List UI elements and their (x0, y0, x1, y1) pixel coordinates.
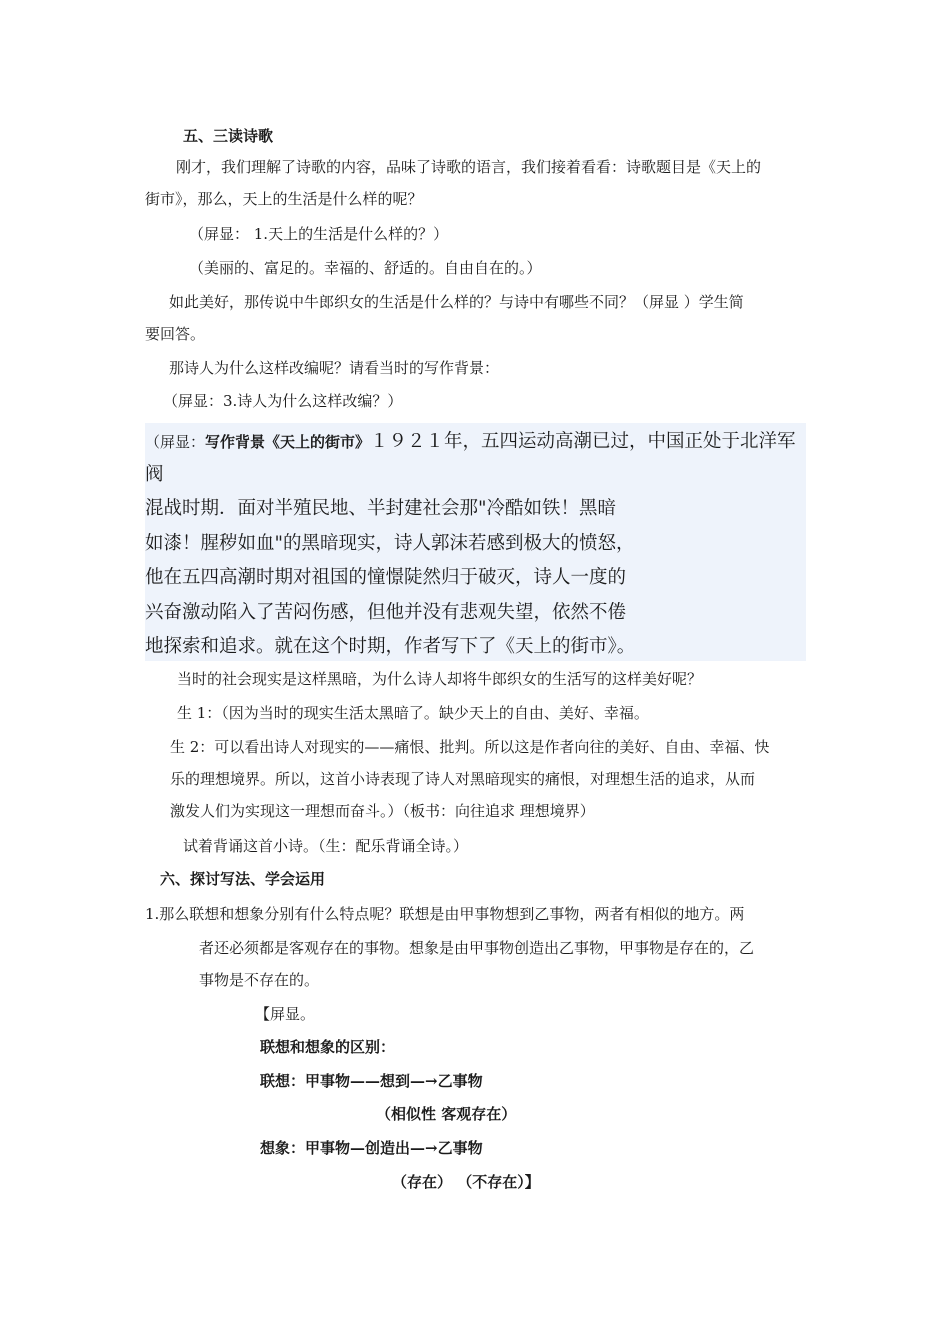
background-text: １９２１年，五四运动高潮已过，中国正处于北洋军 (370, 431, 796, 452)
association-note: （相似性 客观存在） (376, 1105, 517, 1123)
imagination-line: 想象：甲事物—创造出—→乙事物 (260, 1139, 483, 1157)
background-line: 他在五四高潮时期对祖国的憧憬陡然归于破灭，诗人一度的 (145, 567, 627, 588)
screen-prefix: （屏显： (145, 433, 206, 451)
section-6-title: 六、探讨写法、学会运用 (160, 870, 326, 888)
paragraph-line: 激发人们为实现这一理想而奋斗。）（板书：向往追求 理想境界） (170, 802, 595, 820)
section-5-title: 五、三读诗歌 (183, 127, 274, 145)
background-line: 如漆！腥秽如血"的黑暗现实，诗人郭沫若感到极大的愤怒， (145, 533, 635, 554)
paragraph-line: 那诗人为什么这样改编呢？请看当时的写作背景： (169, 359, 500, 377)
paragraph-line: 街市》，那么，天上的生活是什么样的呢？ (145, 190, 423, 208)
paragraph-line: 事物是不存在的。 (199, 971, 320, 989)
student-answer-1: 生 1：（因为当时的现实生活太黑暗了。缺少天上的自由、美好、幸福。 (177, 704, 649, 722)
background-line: 兴奋激动陷入了苦闷伤感，但他并没有悲观失望，依然不倦 (145, 602, 627, 623)
student-answer-2: 生 2：可以看出诗人对现实的——痛恨、批判。所以这是作者向往的美好、自由、幸福、快 (170, 738, 770, 756)
paragraph-line: 刚才，我们理解了诗歌的内容，品味了诗歌的语言，我们接着看看：诗歌题目是《天上的 (176, 158, 762, 176)
answer-note: （美丽的、富足的。幸福的、舒适的。自由自在的。） (189, 259, 542, 277)
background-title: 写作背景《天上的街市》 (205, 433, 371, 451)
background-line-1 (145, 430, 796, 454)
paragraph-line: 当时的社会现实是这样黑暗，为什么诗人却将牛郎织女的生活写的这样美好呢？ (177, 670, 703, 688)
paragraph-line: 要回答。 (145, 325, 206, 343)
background-line: 混战时期．面对半殖民地、半封建社会那"冷酷如铁！黑暗 (145, 498, 617, 519)
difference-title: 联想和想象的区别： (260, 1038, 396, 1056)
screen-note: 【屏显。 (255, 1005, 316, 1023)
screen-note: （屏显： 1.天上的生活是什么样的？） (189, 225, 449, 243)
imagination-note: （存在） （不存在）】 (392, 1173, 540, 1191)
paragraph-line: 者还必须都是客观存在的事物。想象是由甲事物创造出乙事物，甲事物是存在的，乙 (199, 939, 755, 957)
paragraph-line: 乐的理想境界。所以，这首小诗表现了诗人对黑暗现实的痛恨，对理想生活的追求，从而 (170, 770, 756, 788)
background-line: 地探索和追求。就在这个时期，作者写下了《天上的街市》。 (145, 636, 636, 657)
paragraph-line: 如此美好，那传说中牛郎织女的生活是什么样的？与诗中有哪些不同？（屏显 ）学生简 (169, 293, 744, 311)
screen-note: （屏显：3.诗人为什么这样改编？） (163, 392, 403, 410)
background-line: 阀 (145, 464, 164, 485)
paragraph-line: 试着背诵这首小诗。（生：配乐背诵全诗。） (183, 837, 469, 855)
paragraph-line: 1.那么联想和想象分别有什么特点呢？联想是由甲事物想到乙事物，两者有相似的地方。两 (145, 905, 745, 923)
association-line: 联想：甲事物——想到—→乙事物 (260, 1072, 483, 1090)
